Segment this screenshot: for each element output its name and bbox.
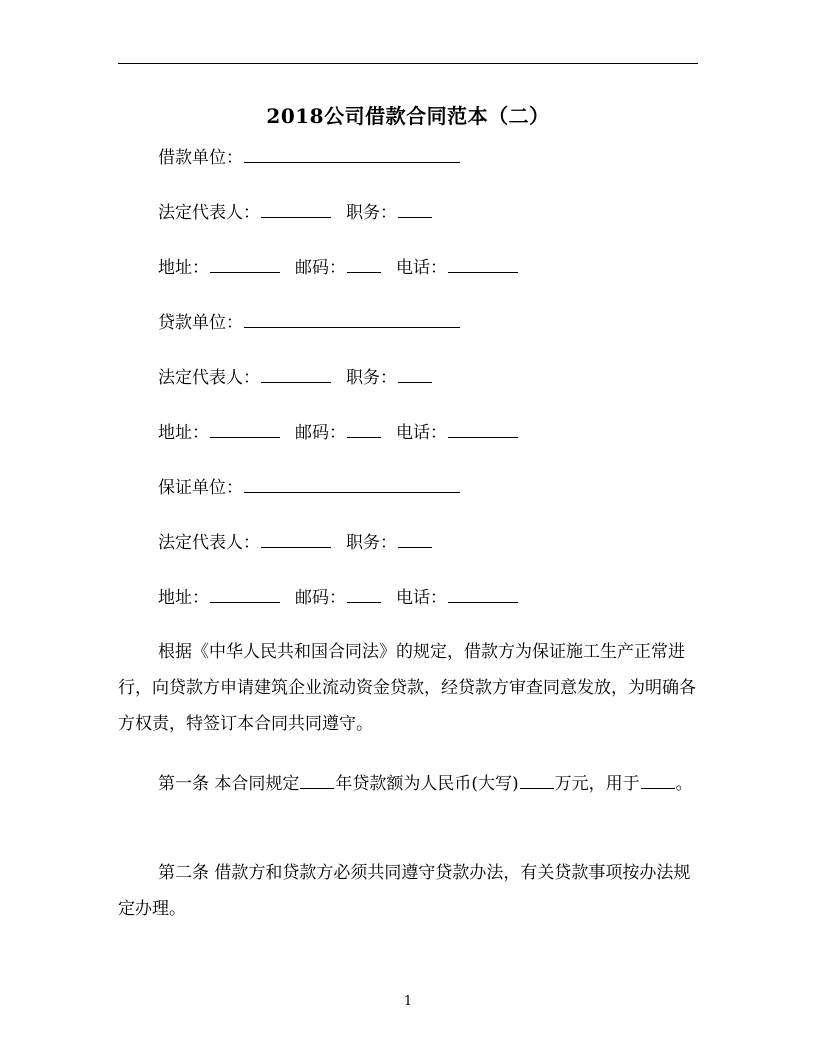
lender-address-label: 地址： — [158, 423, 209, 443]
header-rule — [118, 63, 698, 64]
borrower-postcode-blank — [347, 256, 381, 273]
article-1-part4: 。 — [675, 774, 693, 794]
guarantor-unit-label: 保证单位： — [158, 478, 243, 498]
borrower-unit-label: 借款单位： — [158, 148, 243, 168]
article-1-paragraph — [118, 766, 698, 802]
preamble-paragraph — [118, 634, 698, 742]
borrower-rep-label: 法定代表人： — [158, 203, 260, 223]
borrower-rep-line — [158, 201, 433, 225]
lender-postcode-blank — [347, 421, 381, 438]
borrower-postcode-label: 邮码： — [295, 258, 346, 278]
lender-unit-blank — [244, 311, 460, 328]
article-2-text: 第二条 借款方和贷款方必须共同遵守贷款办法，有关贷款事项按办法规定办理。 — [118, 863, 691, 919]
article-1-part2: 年贷款额为人民币(大写) — [335, 774, 519, 794]
guarantor-phone-label: 电话： — [396, 588, 447, 608]
guarantor-address-blank — [210, 586, 280, 603]
guarantor-address-line — [158, 586, 519, 610]
guarantor-position-label: 职务： — [346, 533, 397, 553]
lender-address-line — [158, 421, 519, 445]
guarantor-postcode-blank — [347, 586, 381, 603]
borrower-position-blank — [398, 201, 432, 218]
lender-unit-line — [158, 311, 461, 335]
lender-rep-label: 法定代表人： — [158, 368, 260, 388]
guarantor-phone-blank — [448, 586, 518, 603]
document-title: 2018公司借款合同范本（二） — [266, 104, 550, 128]
guarantor-rep-blank — [261, 531, 331, 548]
borrower-position-label: 职务： — [346, 203, 397, 223]
lender-rep-blank — [261, 366, 331, 383]
article-1-amount-blank — [520, 772, 554, 789]
borrower-address-label: 地址： — [158, 258, 209, 278]
guarantor-rep-line — [158, 531, 433, 555]
lender-position-label: 职务： — [346, 368, 397, 388]
guarantor-position-blank — [398, 531, 432, 548]
lender-unit-label: 贷款单位： — [158, 313, 243, 333]
lender-phone-label: 电话： — [396, 423, 447, 443]
guarantor-unit-blank — [244, 476, 460, 493]
lender-postcode-label: 邮码： — [295, 423, 346, 443]
article-2-paragraph — [118, 855, 698, 927]
borrower-phone-label: 电话： — [396, 258, 447, 278]
borrower-rep-blank — [261, 201, 331, 218]
guarantor-address-label: 地址： — [158, 588, 209, 608]
lender-position-blank — [398, 366, 432, 383]
borrower-unit-line — [158, 146, 461, 170]
lender-rep-line — [158, 366, 433, 390]
article-1-year-blank — [300, 772, 334, 789]
article-1-part3: 万元，用于 — [554, 774, 640, 794]
article-1-purpose-blank — [641, 772, 675, 789]
borrower-unit-blank — [244, 146, 460, 163]
borrower-address-line — [158, 256, 519, 280]
preamble-text: 根据《中华人民共和国合同法》的规定，借款方为保证施工生产正常进行，向贷款方申请建筑企业流动资金贷款，经贷款方审查同意发放，为明确各方权责，特签订本合同共同遵守。 — [118, 642, 696, 734]
page-number: 1 — [403, 994, 413, 1009]
borrower-address-blank — [210, 256, 280, 273]
lender-phone-blank — [448, 421, 518, 438]
guarantor-unit-line — [158, 476, 461, 500]
guarantor-rep-label: 法定代表人： — [158, 533, 260, 553]
lender-address-blank — [210, 421, 280, 438]
borrower-phone-blank — [448, 256, 518, 273]
article-1-part1: 第一条 本合同规定 — [158, 774, 300, 794]
guarantor-postcode-label: 邮码： — [295, 588, 346, 608]
